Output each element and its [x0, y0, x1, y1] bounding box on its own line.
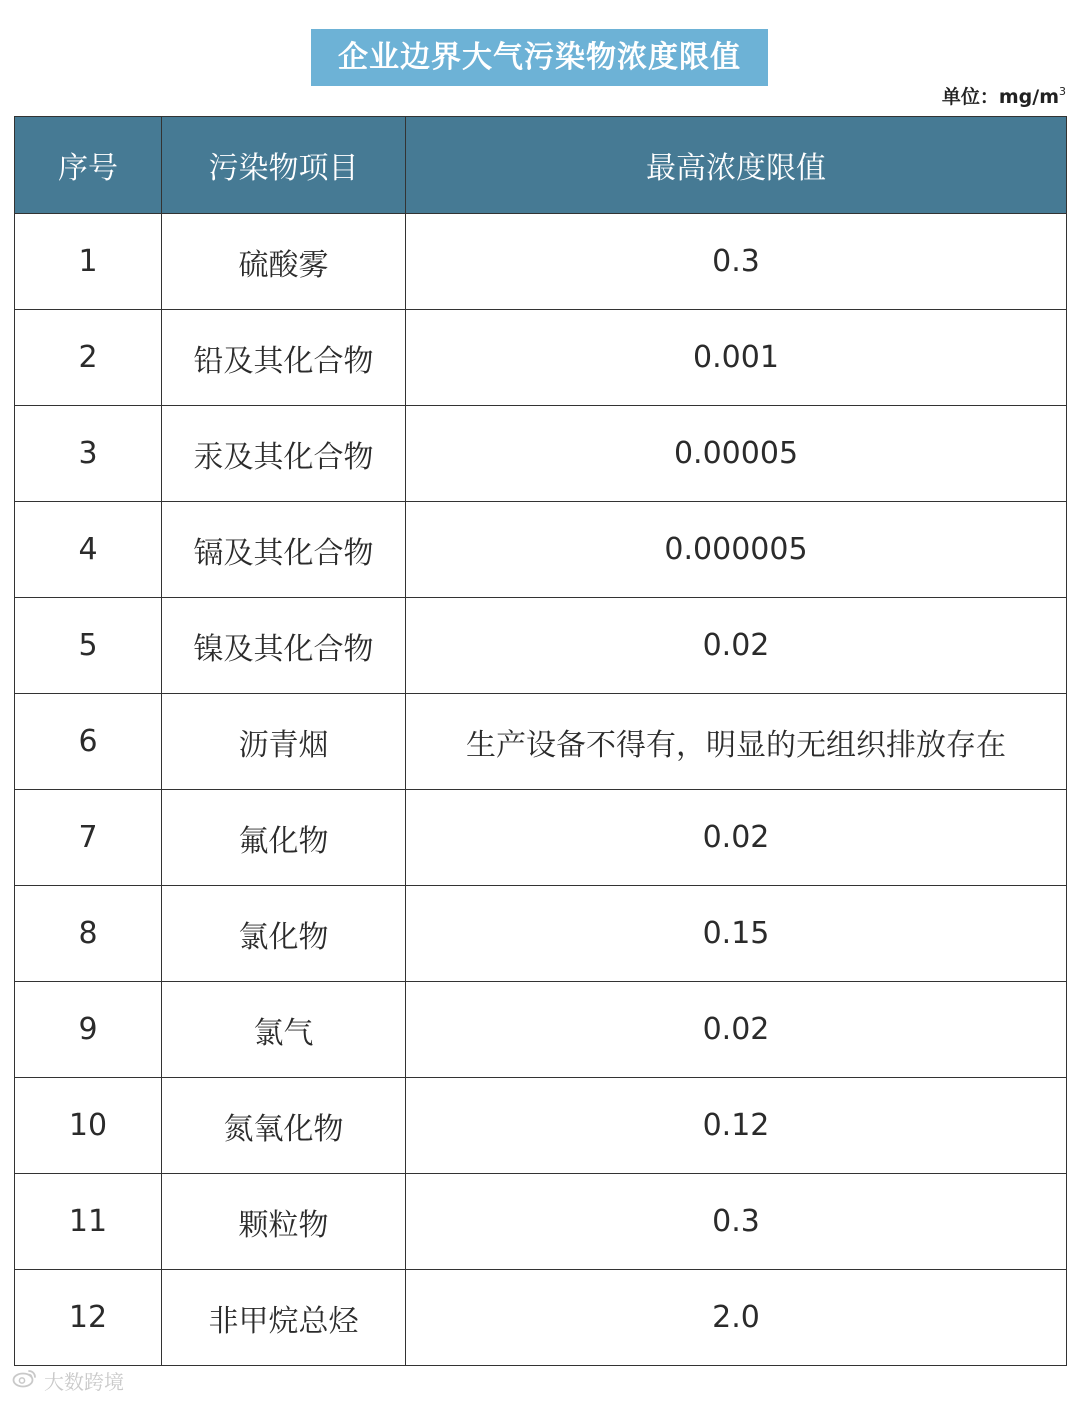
- row-index: 11: [15, 1174, 162, 1270]
- row-pollutant: 颗粒物: [162, 1174, 406, 1270]
- unit-label: [942, 82, 1066, 109]
- table-header-row: [15, 117, 1067, 214]
- row-pollutant: 氯气: [162, 982, 406, 1078]
- row-pollutant: 镉及其化合物: [162, 502, 406, 598]
- row-limit: 0.02: [406, 790, 1067, 886]
- row-pollutant: 氟化物: [162, 790, 406, 886]
- row-pollutant: 铅及其化合物: [162, 310, 406, 406]
- watermark: [12, 1366, 124, 1395]
- table-row: [15, 694, 1067, 790]
- row-pollutant: 汞及其化合物: [162, 406, 406, 502]
- unit-text: 单位：mg/m: [941, 86, 1059, 108]
- table-row: [15, 310, 1067, 406]
- row-index: 4: [15, 502, 162, 598]
- table-row: [15, 982, 1067, 1078]
- table-row: [15, 1270, 1067, 1366]
- row-index: 7: [15, 790, 162, 886]
- table-row: [15, 790, 1067, 886]
- table-row: [15, 214, 1067, 310]
- row-index: 3: [15, 406, 162, 502]
- table-row: [15, 886, 1067, 982]
- row-limit: 2.0: [406, 1270, 1067, 1366]
- unit-superscript: 3: [1059, 85, 1066, 98]
- table-row: [15, 1174, 1067, 1270]
- table-row: [15, 598, 1067, 694]
- row-limit: 0.000005: [406, 502, 1067, 598]
- row-limit: 0.02: [406, 598, 1067, 694]
- row-limit: 0.12: [406, 1078, 1067, 1174]
- header-limit: 最高浓度限值: [406, 117, 1067, 214]
- table-row: [15, 502, 1067, 598]
- pollutant-limits-table: [14, 116, 1067, 1366]
- row-pollutant: 镍及其化合物: [162, 598, 406, 694]
- row-index: 1: [15, 214, 162, 310]
- table-row: [15, 1078, 1067, 1174]
- row-index: 10: [15, 1078, 162, 1174]
- row-limit: 0.02: [406, 982, 1067, 1078]
- weibo-logo-icon: [12, 1368, 38, 1393]
- row-pollutant: 硫酸雾: [162, 214, 406, 310]
- row-limit: 生产设备不得有，明显的无组织排放存在: [406, 694, 1067, 790]
- row-pollutant: 氮氧化物: [162, 1078, 406, 1174]
- row-index: 8: [15, 886, 162, 982]
- row-index: 6: [15, 694, 162, 790]
- row-pollutant: 沥青烟: [162, 694, 406, 790]
- row-limit: 0.3: [406, 214, 1067, 310]
- row-pollutant: 氯化物: [162, 886, 406, 982]
- header-index: 序号: [15, 117, 162, 214]
- row-limit: 0.001: [406, 310, 1067, 406]
- page-title: 企业边界大气污染物浓度限值: [311, 29, 768, 86]
- table-row: [15, 406, 1067, 502]
- row-index: 12: [15, 1270, 162, 1366]
- row-pollutant: 非甲烷总烃: [162, 1270, 406, 1366]
- row-limit: 0.15: [406, 886, 1067, 982]
- row-limit: 0.3: [406, 1174, 1067, 1270]
- watermark-text: 大数跨境: [44, 1370, 124, 1394]
- row-index: 9: [15, 982, 162, 1078]
- row-index: 2: [15, 310, 162, 406]
- row-index: 5: [15, 598, 162, 694]
- header-pollutant: 污染物项目: [162, 117, 406, 214]
- row-limit: 0.00005: [406, 406, 1067, 502]
